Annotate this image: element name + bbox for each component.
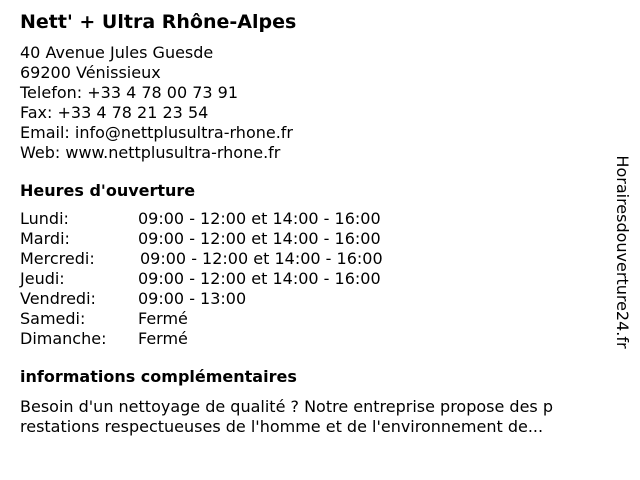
hours-row-wednesday: [20, 249, 610, 269]
site-watermark: Horairesdouverture24.fr: [613, 155, 632, 349]
hours-row-sunday: [20, 329, 610, 349]
hours-time-value: 09:00 - 13:00: [138, 289, 247, 308]
business-card: [20, 10, 610, 437]
contact-block: [20, 43, 610, 163]
hours-day-label: Samedi:: [20, 309, 86, 328]
hours-day-label: Mercredi:: [20, 249, 95, 268]
hours-row-tuesday: [20, 229, 610, 249]
additional-info-text: [20, 397, 610, 437]
hours-day-label: Dimanche:: [20, 329, 107, 348]
opening-hours-heading: Heures d'ouverture: [20, 181, 196, 200]
hours-time-value: 09:00 - 12:00 et 14:00 - 16:00: [138, 209, 381, 228]
hours-time-value: Fermé: [138, 329, 188, 348]
business-name: Nett' + Ultra Rhône-Alpes: [20, 11, 297, 33]
hours-day-label: Mardi:: [20, 229, 70, 248]
hours-row-monday: [20, 209, 610, 229]
hours-day-label: Vendredi:: [20, 289, 96, 308]
email-address: Email: info@nettplusultra-rhone.fr: [20, 123, 294, 142]
opening-hours-table: [20, 209, 610, 349]
additional-info-line: restations respectueuses de l'homme et de l'environnement de...: [20, 417, 544, 436]
hours-row-saturday: [20, 309, 610, 329]
hours-time-value: 09:00 - 12:00 et 14:00 - 16:00: [138, 229, 381, 248]
hours-time-value: Fermé: [138, 309, 188, 328]
additional-info-line: Besoin d'un nettoyage de qualité ? Notre entreprise propose des p: [20, 397, 553, 416]
hours-row-thursday: [20, 269, 610, 289]
phone-number: Telefon: +33 4 78 00 73 91: [20, 83, 239, 102]
fax-number: Fax: +33 4 78 21 23 54: [20, 103, 209, 122]
hours-time-value: 09:00 - 12:00 et 14:00 - 16:00: [138, 269, 381, 288]
address-city: 69200 Vénissieux: [20, 63, 161, 82]
hours-row-friday: [20, 289, 610, 309]
website-address: Web: www.nettplusultra-rhone.fr: [20, 143, 281, 162]
hours-time-value: 09:00 - 12:00 et 14:00 - 16:00: [140, 249, 383, 268]
additional-info-heading: informations complémentaires: [20, 367, 297, 386]
hours-day-label: Lundi:: [20, 209, 69, 228]
hours-day-label: Jeudi:: [20, 269, 65, 288]
address-street: 40 Avenue Jules Guesde: [20, 43, 214, 62]
